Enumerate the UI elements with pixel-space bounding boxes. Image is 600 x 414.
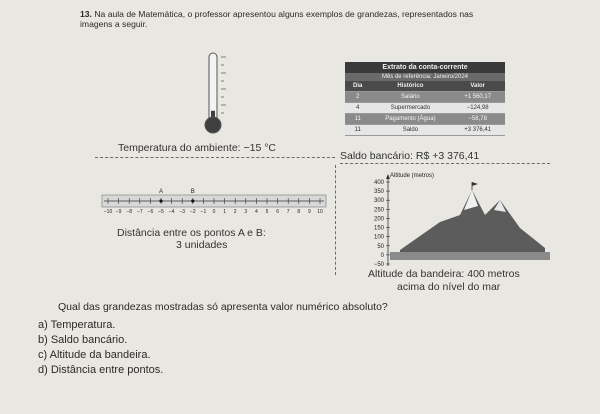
altitude-tick-label: 250 bbox=[373, 207, 384, 214]
number-line-tick-label: 4 bbox=[255, 209, 258, 215]
number-line-tick-label: −5 bbox=[158, 209, 164, 215]
question-prompt-line1: Na aula de Matemática, o professor apresentou alguns exemplos de grandezas, representados nas bbox=[94, 9, 474, 19]
statement-caption: Saldo bancário: R$ +3 376,41 bbox=[340, 150, 480, 162]
statement-header-day: Dia bbox=[353, 83, 363, 89]
statement-cell: 2 bbox=[356, 94, 360, 100]
number-line-tick-label: 8 bbox=[297, 209, 301, 215]
number-line-tick-label: −7 bbox=[136, 209, 143, 215]
number-line-tick-label: 6 bbox=[276, 209, 279, 215]
number-line-tick-label: −4 bbox=[168, 209, 175, 215]
option-a[interactable]: a) Temperatura. bbox=[38, 319, 116, 331]
statement-cell: −58,78 bbox=[468, 116, 487, 122]
number-line-tick-label: 3 bbox=[244, 209, 248, 215]
statement-cell: +3 376,41 bbox=[464, 127, 492, 133]
altitude-axis-label: Altitude (metros) bbox=[390, 173, 435, 179]
number-line-tick-label: −6 bbox=[147, 209, 154, 215]
statement-cell: −124,98 bbox=[466, 105, 489, 111]
statement-title: Extrato da conta-corrente bbox=[345, 62, 505, 73]
statement-cell: 11 bbox=[354, 127, 361, 133]
question-prompt-line2: imagens a seguir. bbox=[80, 19, 148, 29]
point-b-label: B bbox=[190, 189, 195, 195]
altitude-tick-label: 400 bbox=[373, 180, 384, 186]
statement-cell: +1 560,17 bbox=[464, 94, 492, 100]
number-line-tick-label: 0 bbox=[212, 209, 216, 215]
option-b[interactable]: b) Saldo bancário. bbox=[38, 334, 128, 346]
number-line-tick-label: 9 bbox=[308, 209, 311, 215]
altitude-tick-label: −50 bbox=[373, 262, 384, 268]
question-number: 13. bbox=[80, 9, 92, 19]
altitude-tick-label: 50 bbox=[377, 243, 384, 250]
ground bbox=[390, 252, 550, 260]
altitude-tick-label: 200 bbox=[373, 216, 384, 223]
statement-cell: Salário bbox=[401, 94, 420, 100]
number-line-tick-label: 5 bbox=[265, 209, 269, 215]
statement-header-history: Histórico bbox=[397, 83, 424, 89]
statement-cell: Supermercado bbox=[390, 105, 431, 111]
number-line-tick-label: 7 bbox=[286, 209, 290, 215]
number-line-caption-2: 3 unidades bbox=[176, 239, 228, 251]
statement-cell: 4 bbox=[356, 105, 360, 111]
bank-statement bbox=[345, 62, 505, 136]
number-line-tick-label: −1 bbox=[200, 209, 207, 215]
statement-row bbox=[345, 125, 505, 136]
statement-subtitle: Mês de referência: Janeiro/2024 bbox=[345, 73, 505, 81]
number-line-tick-label: −8 bbox=[126, 209, 133, 215]
number-line-tick-label: 2 bbox=[233, 209, 237, 215]
altitude-tick-label: 0 bbox=[380, 252, 384, 259]
statement-cell: Pagamento (Água) bbox=[385, 116, 436, 122]
number-line bbox=[100, 185, 330, 225]
number-line-caption-1: Distância entre os pontos A e B: bbox=[117, 227, 266, 239]
point-a-label: A bbox=[158, 189, 164, 195]
options-list bbox=[38, 318, 163, 378]
number-line-tick-label: −10 bbox=[103, 209, 113, 215]
question-prompt: Qual das grandezas mostradas só apresenta valor numérico absoluto? bbox=[58, 301, 388, 313]
statement-row bbox=[345, 114, 505, 125]
divider-top-right bbox=[340, 163, 550, 164]
statement-cell: Saldo bbox=[402, 127, 419, 133]
number-line-figure bbox=[100, 185, 330, 225]
thermometer-figure bbox=[195, 45, 245, 140]
divider-vertical bbox=[335, 165, 336, 275]
statement-header-value: Valor bbox=[470, 83, 486, 89]
altitude-tick-label: 300 bbox=[373, 198, 384, 205]
altitude-tick-label: 150 bbox=[373, 225, 384, 232]
statement-row bbox=[345, 103, 505, 114]
thermometer-icon bbox=[195, 45, 245, 140]
divider-top-left bbox=[95, 157, 335, 158]
statement-cell: 11 bbox=[354, 116, 361, 122]
flag-icon bbox=[472, 182, 478, 186]
number-line-tick-label: 10 bbox=[317, 209, 323, 215]
altitude-chart bbox=[360, 170, 560, 270]
number-line-point bbox=[191, 199, 194, 202]
question-header bbox=[80, 9, 580, 29]
number-line-tick-label: −2 bbox=[189, 209, 196, 215]
altitude-figure bbox=[360, 170, 560, 270]
thermometer-caption: Temperatura do ambiente: −15 °C bbox=[118, 142, 276, 154]
number-line-tick-label: −3 bbox=[179, 209, 186, 215]
option-d[interactable]: d) Distância entre pontos. bbox=[38, 364, 164, 376]
number-line-tick-label: −9 bbox=[115, 209, 122, 215]
statement-row bbox=[345, 92, 505, 103]
option-c[interactable]: c) Altitude da bandeira. bbox=[38, 349, 151, 361]
number-line-point bbox=[159, 199, 162, 202]
statement-header-row bbox=[345, 81, 505, 92]
altitude-tick-label: 350 bbox=[373, 189, 384, 196]
altitude-tick-label: 100 bbox=[373, 234, 384, 241]
altitude-caption-2: acima do nível do mar bbox=[397, 281, 501, 293]
number-line-tick-label: 1 bbox=[223, 209, 226, 215]
altitude-caption-1: Altitude da bandeira: 400 metros bbox=[368, 268, 520, 280]
